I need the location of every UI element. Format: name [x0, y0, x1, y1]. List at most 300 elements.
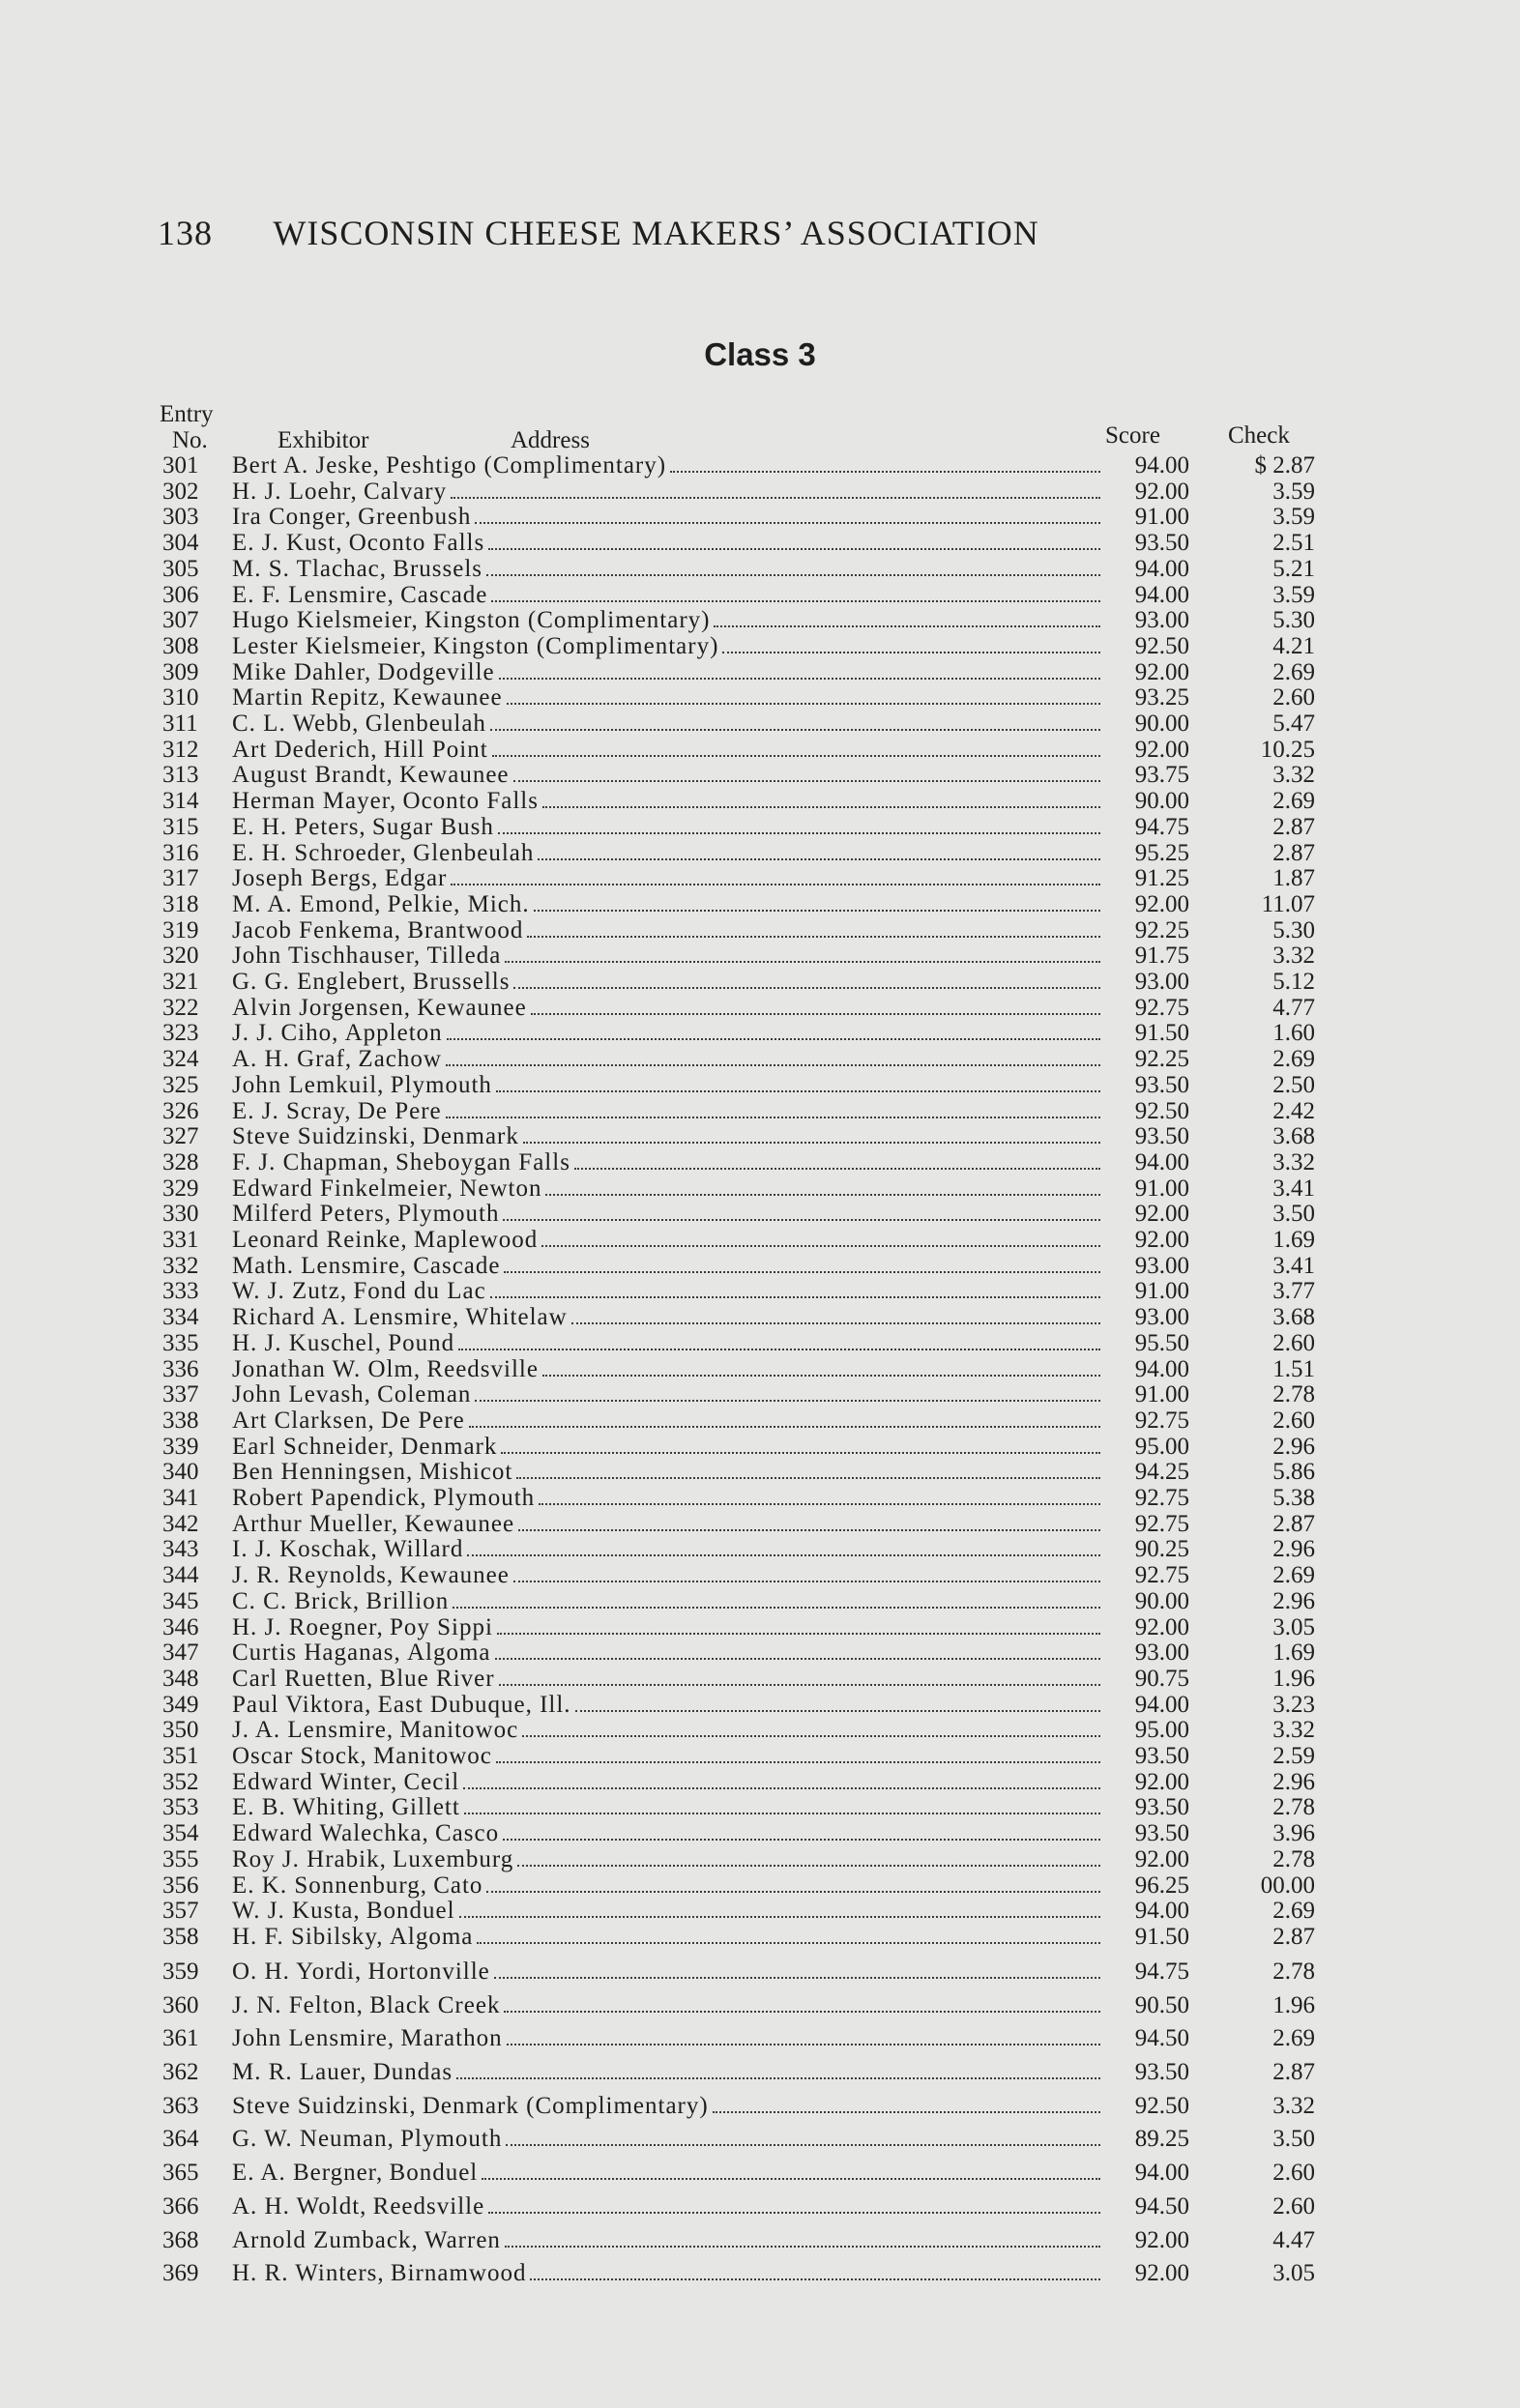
- exhibitor-address: Kingston (Complimentary): [432, 632, 719, 659]
- entry-number: 328: [162, 1148, 199, 1175]
- entry-number: 307: [162, 607, 199, 634]
- exhibitor-address: Glenbeulah: [413, 839, 535, 866]
- exhibitor-address: Bonduel: [389, 2160, 479, 2187]
- table-row: [0, 1639, 1520, 1667]
- table-row: [0, 1846, 1520, 1873]
- exhibitor-address: Brussels: [393, 555, 483, 582]
- score-value: 93.50: [1134, 1794, 1189, 1821]
- exhibitor-name: Mike Dahler,: [232, 658, 372, 685]
- check-amount: 2.60: [1272, 2192, 1315, 2219]
- check-amount: 3.05: [1272, 2260, 1315, 2287]
- exhibitor-address: Plymouth: [390, 1071, 492, 1098]
- dot-leader: [513, 780, 1100, 782]
- exhibitor-name: G. W. Neuman,: [232, 2126, 395, 2153]
- entry-number: 358: [162, 1923, 199, 1950]
- score-value: 93.75: [1134, 762, 1189, 789]
- score-value: 93.00: [1134, 969, 1189, 995]
- exhibitor-address: Calvary: [363, 478, 448, 505]
- check-amount: 5.30: [1272, 607, 1315, 634]
- entry-number: 364: [162, 2126, 199, 2153]
- entry-number: 332: [162, 1252, 199, 1279]
- dot-leader: [507, 703, 1100, 705]
- exhibitor-name: C. L. Webb,: [232, 711, 360, 737]
- table-row: [0, 969, 1520, 996]
- exhibitor-cell: [232, 1072, 492, 1099]
- table-row: [0, 1536, 1520, 1563]
- dot-leader: [505, 2246, 1100, 2248]
- table-row: [0, 943, 1520, 970]
- exhibitor-cell: [232, 1227, 538, 1254]
- exhibitor-address: Manitowoc: [399, 1717, 519, 1744]
- exhibitor-address: Cecil: [403, 1768, 460, 1795]
- exhibitor-cell: [232, 1666, 495, 1693]
- dot-leader: [542, 806, 1100, 808]
- exhibitor-address: Maplewood: [413, 1227, 539, 1253]
- exhibitor-cell: [232, 1020, 443, 1047]
- entry-number: 314: [162, 788, 199, 815]
- exhibitor-address: Birnamwood: [390, 2260, 527, 2287]
- exhibitor-address: Sugar Bush: [371, 813, 494, 840]
- dot-leader: [530, 2278, 1100, 2280]
- entry-number: 310: [162, 684, 199, 711]
- exhibitor-address: Greenbush: [358, 504, 472, 531]
- exhibitor-cell: [232, 530, 484, 557]
- score-value: 92.75: [1134, 1562, 1189, 1589]
- check-amount: 3.32: [1272, 1148, 1315, 1175]
- exhibitor-name: E. K. Sonnenburg,: [232, 1871, 427, 1899]
- exhibitor-name: M. S. Tlachac,: [232, 555, 388, 582]
- score-value: 93.00: [1134, 1639, 1189, 1667]
- check-amount: 1.69: [1272, 1639, 1315, 1667]
- entry-number: 329: [162, 1175, 199, 1202]
- exhibitor-name: Arthur Mueller,: [232, 1510, 399, 1537]
- table-row: [0, 762, 1520, 789]
- exhibitor-address: Luxemburg: [393, 1845, 514, 1872]
- table-row: [0, 1459, 1520, 1486]
- dot-leader: [490, 729, 1100, 731]
- exhibitor-name: Steve Suidzinski,: [232, 1123, 417, 1150]
- exhibitor-cell: [232, 1330, 454, 1357]
- dot-leader: [713, 2111, 1100, 2113]
- exhibitor-cell: [232, 504, 471, 531]
- exhibitor-cell: [232, 1381, 471, 1408]
- score-value: 95.00: [1134, 1433, 1189, 1460]
- check-amount: 3.32: [1272, 2092, 1315, 2119]
- exhibitor-cell: [232, 788, 539, 815]
- score-value: 91.50: [1134, 1923, 1189, 1950]
- exhibitor-cell: [232, 1958, 490, 1986]
- dot-leader: [459, 1916, 1100, 1918]
- score-value: 92.75: [1134, 994, 1189, 1021]
- entry-number: 356: [162, 1871, 199, 1899]
- exhibitor-cell: [232, 2160, 478, 2187]
- exhibitor-address: Denmark (Complimentary): [422, 2092, 709, 2119]
- entry-number: 305: [162, 555, 199, 582]
- score-value: 92.25: [1134, 916, 1189, 943]
- table-row: [0, 1743, 1520, 1770]
- exhibitor-cell: [232, 1588, 449, 1615]
- exhibitor-cell: [232, 1485, 535, 1512]
- dot-leader: [523, 1142, 1100, 1144]
- table-row: [0, 1992, 1520, 2019]
- score-value: 93.50: [1134, 530, 1189, 557]
- check-amount: 5.21: [1272, 555, 1315, 582]
- entry-number: 343: [162, 1536, 199, 1563]
- table-row: [0, 1098, 1520, 1125]
- dot-leader: [496, 1090, 1100, 1092]
- score-value: 92.00: [1134, 658, 1189, 685]
- exhibitor-cell: [232, 1794, 460, 1821]
- entry-number: 322: [162, 994, 199, 1021]
- table-row: [0, 582, 1520, 609]
- score-value: 91.50: [1134, 1020, 1189, 1047]
- check-amount: 2.96: [1272, 1536, 1315, 1563]
- dot-leader: [504, 1271, 1100, 1273]
- dot-leader: [507, 2044, 1100, 2045]
- exhibitor-address: Willard: [384, 1536, 464, 1563]
- entry-number: 345: [162, 1587, 199, 1614]
- table-row: [0, 840, 1520, 867]
- exhibitor-cell: [232, 1407, 465, 1435]
- table-row: [0, 2260, 1520, 2287]
- exhibitor-address: Kingston (Complimentary): [424, 607, 711, 634]
- exhibitor-address: Warren: [424, 2226, 501, 2253]
- dot-leader: [538, 858, 1100, 860]
- dot-leader: [469, 1426, 1100, 1428]
- score-value: 94.00: [1134, 1355, 1189, 1382]
- check-amount: 3.59: [1272, 478, 1315, 505]
- table-row: [0, 1253, 1520, 1280]
- dot-leader: [494, 1977, 1100, 1979]
- check-amount: 1.69: [1272, 1227, 1315, 1253]
- exhibitor-name: Robert Papendick,: [232, 1485, 427, 1511]
- exhibitor-name: Steve Suidzinski,: [232, 2092, 417, 2119]
- dot-leader: [463, 1787, 1100, 1789]
- exhibitor-address: Newton: [459, 1175, 542, 1202]
- table-row: [0, 452, 1520, 479]
- table-row: [0, 684, 1520, 711]
- check-amount: 2.96: [1272, 1433, 1315, 1460]
- exhibitor-address: Marathon: [400, 2025, 503, 2052]
- exhibitor-name: E. H. Schroeder,: [232, 839, 407, 866]
- table-row: [0, 659, 1520, 686]
- exhibitor-cell: [232, 1717, 518, 1744]
- table-row: [0, 2059, 1520, 2086]
- entry-number: 337: [162, 1381, 199, 1408]
- entry-number: 360: [162, 1991, 199, 2018]
- entry-number: 369: [162, 2260, 199, 2287]
- exhibitor-name: John Lensmire,: [232, 2025, 395, 2052]
- exhibitor-cell: [232, 1614, 493, 1641]
- dot-leader: [451, 497, 1100, 499]
- score-value: 94.00: [1134, 1898, 1189, 1925]
- check-amount: 10.25: [1260, 736, 1315, 763]
- exhibitor-name: Lester Kielsmeier,: [232, 632, 427, 659]
- score-value: 95.25: [1134, 839, 1189, 866]
- check-amount: 2.50: [1272, 1071, 1315, 1098]
- dot-leader: [447, 1038, 1100, 1040]
- check-amount: 2.60: [1272, 1407, 1315, 1434]
- exhibitor-cell: [232, 1898, 455, 1925]
- exhibitor-cell: [232, 1278, 486, 1305]
- exhibitor-name: Herman Mayer,: [232, 788, 397, 815]
- exhibitor-address: Manitowoc: [373, 1743, 492, 1769]
- exhibitor-name: F. J. Chapman,: [232, 1148, 390, 1175]
- score-value: 91.75: [1134, 943, 1189, 970]
- dot-leader: [475, 522, 1100, 524]
- exhibitor-name: Bert A. Jeske,: [232, 452, 380, 479]
- exhibitor-address: Fond du Lac: [353, 1278, 486, 1305]
- entry-number: 321: [162, 969, 199, 995]
- table-row: [0, 1692, 1520, 1719]
- column-header-address: Address: [511, 427, 590, 453]
- table-row: [0, 1020, 1520, 1047]
- dot-leader: [456, 2077, 1100, 2079]
- exhibitor-cell: [232, 2093, 709, 2120]
- dot-leader: [714, 625, 1100, 627]
- exhibitor-address: Kewaunee: [399, 762, 510, 789]
- dot-leader: [488, 2212, 1100, 2214]
- score-value: 91.00: [1134, 1175, 1189, 1202]
- exhibitor-address: Gillett: [391, 1794, 460, 1821]
- check-amount: 2.87: [1272, 1510, 1315, 1537]
- check-amount: 2.69: [1272, 1046, 1315, 1073]
- score-value: 91.00: [1134, 1278, 1189, 1305]
- exhibitor-cell: [232, 556, 482, 583]
- entry-number: 365: [162, 2160, 199, 2187]
- check-amount: 11.07: [1261, 890, 1315, 917]
- entry-number: 366: [162, 2192, 199, 2219]
- entry-number: 341: [162, 1485, 199, 1511]
- dot-leader: [541, 1245, 1100, 1247]
- check-amount: 2.87: [1272, 2059, 1315, 2085]
- dot-leader: [446, 1064, 1100, 1066]
- score-value: 94.00: [1134, 452, 1189, 479]
- exhibitor-name: Ira Conger,: [232, 504, 352, 531]
- exhibitor-cell: [232, 1562, 510, 1589]
- exhibitor-cell: [232, 2059, 453, 2086]
- dot-leader: [482, 2178, 1100, 2180]
- check-amount: 2.87: [1272, 839, 1315, 866]
- class-title: Class 3: [704, 336, 816, 372]
- score-value: 92.00: [1134, 1227, 1189, 1253]
- exhibitor-name: C. C. Brick,: [232, 1587, 361, 1614]
- exhibitor-cell: [232, 943, 501, 970]
- entry-number: 342: [162, 1510, 199, 1537]
- table-row: [0, 1717, 1520, 1744]
- exhibitor-cell: [232, 582, 487, 609]
- check-amount: 2.87: [1272, 813, 1315, 840]
- entry-number: 340: [162, 1459, 199, 1486]
- score-value: 94.00: [1134, 555, 1189, 582]
- exhibitor-address: Mishicot: [419, 1459, 513, 1486]
- table-row: [0, 1820, 1520, 1847]
- check-amount: 2.60: [1272, 2160, 1315, 2187]
- table-row: [0, 1046, 1520, 1073]
- exhibitor-address: Bonduel: [365, 1898, 455, 1925]
- score-value: 94.75: [1134, 1958, 1189, 1985]
- score-value: 90.75: [1134, 1665, 1189, 1692]
- check-amount: 2.69: [1272, 2025, 1315, 2052]
- table-row: [0, 504, 1520, 531]
- exhibitor-address: Kewaunee: [404, 1510, 515, 1537]
- exhibitor-name: A. H. Woldt,: [232, 2192, 367, 2219]
- table-row: [0, 1924, 1520, 1951]
- entry-number: 355: [162, 1845, 199, 1872]
- exhibitor-address: Kewaunee: [417, 994, 527, 1021]
- score-value: 92.50: [1134, 632, 1189, 659]
- table-row: [0, 865, 1520, 892]
- exhibitor-name: August Brandt,: [232, 762, 394, 789]
- exhibitor-cell: [232, 2025, 503, 2052]
- table-row: [0, 1614, 1520, 1641]
- dot-leader: [542, 1375, 1100, 1377]
- table-row: [0, 2160, 1520, 2187]
- dot-leader: [575, 1710, 1100, 1712]
- entry-number: 315: [162, 813, 199, 840]
- check-amount: 2.51: [1272, 530, 1315, 557]
- table-row: [0, 788, 1520, 815]
- exhibitor-cell: [232, 1743, 492, 1770]
- table-row: [0, 633, 1520, 660]
- check-amount: 2.69: [1272, 658, 1315, 685]
- exhibitor-cell: [232, 762, 510, 789]
- exhibitor-name: H. J. Kuschel,: [232, 1329, 382, 1356]
- table-row: [0, 1201, 1520, 1228]
- score-value: 94.25: [1134, 1459, 1189, 1486]
- exhibitor-name: Alvin Jorgensen,: [232, 994, 411, 1021]
- score-value: 92.75: [1134, 1407, 1189, 1434]
- table-row: [0, 1407, 1520, 1435]
- check-amount: 1.87: [1272, 865, 1315, 892]
- entry-number: 334: [162, 1304, 199, 1331]
- check-amount: 3.05: [1272, 1613, 1315, 1640]
- check-amount: 1.60: [1272, 1020, 1315, 1047]
- exhibitor-address: Brillion: [365, 1587, 450, 1614]
- exhibitor-address: Tilleda: [426, 943, 502, 970]
- table-row: [0, 1072, 1520, 1099]
- entry-number: 354: [162, 1820, 199, 1847]
- dot-leader: [451, 884, 1100, 885]
- check-amount: 2.78: [1272, 1381, 1315, 1408]
- exhibitor-name: Milferd Peters,: [232, 1201, 392, 1228]
- exhibitor-name: Jonathan W. Olm,: [232, 1355, 422, 1382]
- score-value: 93.50: [1134, 1820, 1189, 1847]
- exhibitor-name: Roy J. Hrabik,: [232, 1845, 387, 1872]
- score-value: 90.00: [1134, 711, 1189, 737]
- score-value: 95.00: [1134, 1717, 1189, 1744]
- exhibitor-cell: [232, 1175, 541, 1203]
- dot-leader: [497, 1633, 1100, 1635]
- exhibitor-cell: [232, 1201, 499, 1228]
- table-row: [0, 479, 1520, 506]
- table-row: [0, 2193, 1520, 2220]
- exhibitor-name: Richard A. Lensmire,: [232, 1304, 460, 1331]
- exhibitor-name: Ben Henningsen,: [232, 1459, 414, 1486]
- dot-leader: [486, 1891, 1100, 1893]
- exhibitor-name: G. G. Englebert,: [232, 969, 407, 995]
- exhibitor-address: Plymouth: [400, 2126, 503, 2153]
- dot-leader: [446, 1117, 1100, 1118]
- dot-leader: [517, 1865, 1100, 1867]
- check-amount: 2.60: [1272, 1329, 1315, 1356]
- check-amount: 3.41: [1272, 1252, 1315, 1279]
- check-amount: 3.50: [1272, 2126, 1315, 2153]
- table-row: [0, 530, 1520, 557]
- exhibitor-name: Paul Viktora,: [232, 1691, 372, 1718]
- exhibitor-cell: [232, 1304, 568, 1331]
- exhibitor-cell: [232, 1434, 497, 1461]
- dot-leader: [513, 987, 1100, 989]
- exhibitor-name: Martin Repitz,: [232, 684, 387, 711]
- score-value: 92.00: [1134, 1201, 1189, 1228]
- score-value: 90.00: [1134, 1587, 1189, 1614]
- dot-leader: [503, 1839, 1100, 1841]
- entry-number: 330: [162, 1201, 199, 1228]
- table-row: [0, 556, 1520, 583]
- check-amount: 2.69: [1272, 1898, 1315, 1925]
- table-row: [0, 1485, 1520, 1512]
- dot-leader: [534, 910, 1100, 912]
- exhibitor-cell: [232, 633, 718, 660]
- entry-number: 368: [162, 2226, 199, 2253]
- exhibitor-name: John Tischhauser,: [232, 943, 422, 970]
- dot-leader: [506, 2144, 1100, 2146]
- score-value: 92.00: [1134, 478, 1189, 505]
- exhibitor-address: Glenbeulah: [365, 711, 486, 737]
- check-amount: 3.41: [1272, 1175, 1315, 1202]
- entry-number: 302: [162, 478, 199, 505]
- score-value: 93.00: [1134, 1252, 1189, 1279]
- entry-number: 326: [162, 1097, 199, 1124]
- exhibitor-address: Oconto Falls: [402, 788, 539, 815]
- score-value: 94.50: [1134, 2025, 1189, 2052]
- exhibitor-address: Cato: [433, 1871, 483, 1899]
- score-value: 95.50: [1134, 1329, 1189, 1356]
- page-header-title: WISCONSIN CHEESE MAKERS’ ASSOCIATION: [273, 214, 1039, 252]
- score-value: 94.00: [1134, 1148, 1189, 1175]
- table-row: [0, 2025, 1520, 2052]
- dot-leader: [545, 1194, 1100, 1196]
- entry-number: 327: [162, 1123, 199, 1150]
- exhibitor-name: Art Clarksen,: [232, 1407, 375, 1434]
- exhibitor-cell: [232, 1459, 512, 1486]
- dot-leader: [571, 1322, 1100, 1324]
- exhibitor-cell: [232, 840, 534, 867]
- check-amount: 2.96: [1272, 1587, 1315, 1614]
- table-row: [0, 1511, 1520, 1538]
- table-row: [0, 1562, 1520, 1589]
- entry-number: 347: [162, 1639, 199, 1667]
- exhibitor-name: Leonard Reinke,: [232, 1227, 408, 1253]
- dot-leader: [477, 1942, 1100, 1944]
- check-amount: 3.77: [1272, 1278, 1315, 1305]
- exhibitor-address: Plymouth: [432, 1485, 536, 1511]
- entry-number: 308: [162, 632, 199, 659]
- table-row: [0, 1175, 1520, 1203]
- entry-number: 317: [162, 865, 199, 892]
- table-row: [0, 1666, 1520, 1693]
- entry-number: 346: [162, 1613, 199, 1640]
- column-header-score: Score: [1105, 422, 1160, 449]
- exhibitor-name: W. J. Zutz,: [232, 1278, 348, 1305]
- score-value: 93.50: [1134, 1071, 1189, 1098]
- exhibitor-name: Arnold Zumback,: [232, 2226, 419, 2253]
- exhibitor-address: Brussells: [412, 969, 511, 995]
- exhibitor-cell: [232, 737, 488, 764]
- column-header-no: No.: [172, 427, 208, 453]
- score-value: 92.00: [1134, 1613, 1189, 1640]
